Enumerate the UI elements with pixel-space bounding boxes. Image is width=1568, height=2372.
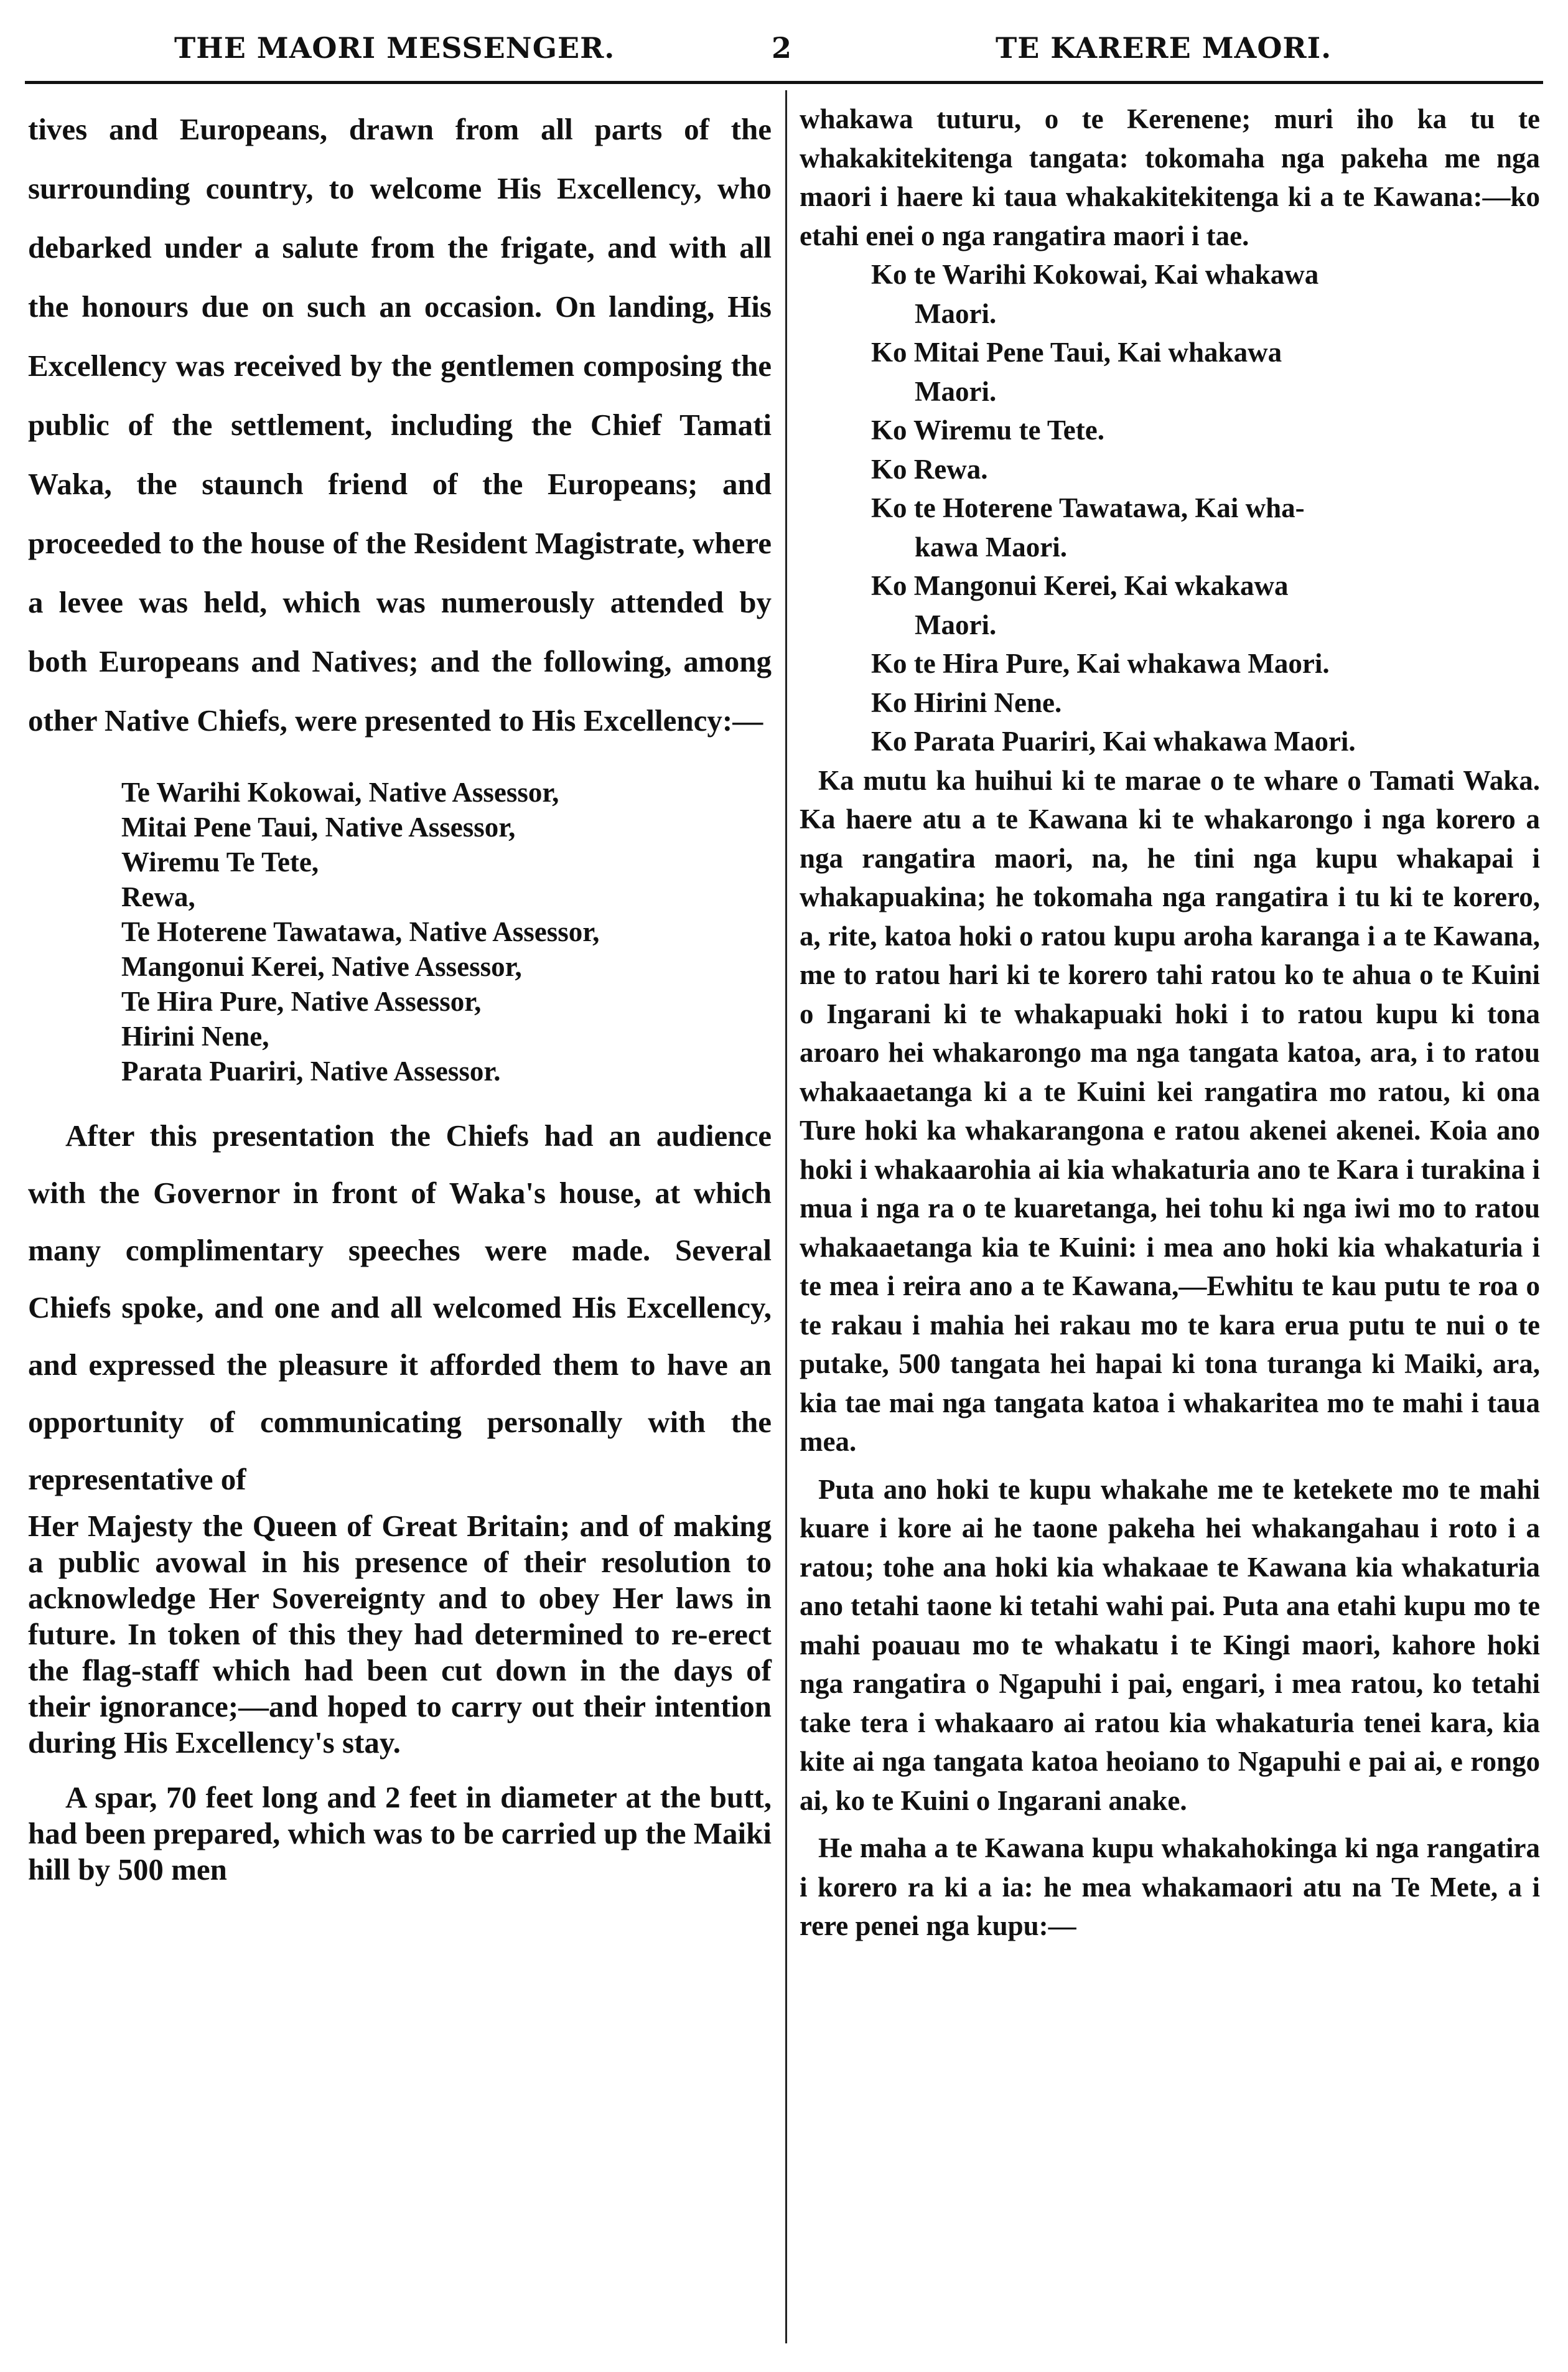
masthead — [25, 31, 1543, 68]
maori-intro: whakawa tuturu, o te Kerenene; muri iho ka tu te whakakitekitenga tangata: tokomaha nga pakeha me nga maori i haere ki taua whakakitekitenga ki a te Kawana:—ko etahi enei o nga rangatira maori i tae. — [800, 103, 1540, 251]
english-paragraph-1: tives and Europeans, drawn from all parts of the surrounding country, to welcome His Excellency, who debarked under a salute from the frigate, and with all the honours due on such an occasion. On landing, His Excellency was received by the gentlemen composing the public of the settlement, including the Chief Tamati Waka, the staunch friend of the Europeans; and proceeded to the house of the Resident Magistrate, where a levee was held, which was numerously attended by both Europeans and Natives; and the following, among other Native Chiefs, were presented to His Excellency:— — [28, 112, 772, 738]
maori-chief-entry: Ko te Hoterene Tawatawa, Kai wha- kawa Maori. — [871, 492, 1305, 563]
chief-entry: Mangonui Kerei, Native Assessor, — [121, 951, 522, 982]
english-paragraph-2-continued: Her Majesty the Queen of Great Britain; and of making a public avowal in his presence of their resolution to acknowledge Her Sovereignty and to obey Her laws in future. In token of this they had determined to re-erect the flag-staff which had been cut down in the days of their ignorance;—and hoped to carry out their intention during His Excellency's stay. — [28, 1509, 772, 1760]
maori-chief-list — [800, 255, 1540, 761]
column-divider — [785, 90, 787, 2343]
chief-entry: Hirini Nene, — [121, 1021, 269, 1052]
english-column — [28, 100, 772, 1888]
chief-entry: Rewa, — [121, 881, 195, 912]
maori-chief-entry: Ko Mitai Pene Taui, Kai whakawa Maori. — [871, 337, 1282, 407]
chief-entry: Te Hira Pure, Native Assessor, — [121, 986, 482, 1017]
english-paragraph-3: A spar, 70 feet long and 2 feet in diameter at the butt, had been prepared, which was to be carried up the Maiki hill by 500 men — [28, 1780, 772, 1887]
maori-chief-entry: Ko Parata Puariri, Kai whakawa Maori. — [871, 726, 1356, 757]
maori-chief-entry: Ko Hirini Nene. — [871, 687, 1062, 718]
maori-chief-entry: Ko te Hira Pure, Kai whakawa Maori. — [871, 648, 1330, 679]
header-rule — [25, 81, 1543, 84]
page-number: 2 — [772, 31, 793, 65]
maori-chief-entry: Ko te Warihi Kokowai, Kai whakawa Maori. — [871, 259, 1319, 329]
maori-paragraph-3: He maha a te Kawana kupu whakahokinga ki nga rangatira i korero ra ki a ia: he mea whakamaori atu na Te Mete, a i rere penei nga kupu:— — [800, 1832, 1540, 1941]
masthead-english-title: THE MAORI MESSENGER. — [174, 31, 615, 65]
chief-entry: Parata Puariri, Native Assessor. — [121, 1056, 501, 1087]
maori-chief-entry: Ko Rewa. — [871, 453, 988, 485]
english-paragraph-2: After this presentation the Chiefs had an audience with the Governor in front of Waka's house, at which many complimentary speeches were made. Several Chiefs spoke, and one and all welcomed His Excellency, and expressed the pleasure it afforded them to have an opportunity of communicating personally with the representative of — [28, 1118, 772, 1496]
maori-chief-entry: Ko Mangonui Kerei, Kai wkakawa Maori. — [871, 570, 1289, 640]
masthead-maori-title: TE KARERE MAORI. — [996, 31, 1332, 65]
maori-paragraph-1: Ka mutu ka huihui ki te marae o te whare o Tamati Waka. Ka haere atu a te Kawana ki te whakarongo i nga korero a nga rangatira maori, na, he tini nga kupu whakapai i whakapuakina; he tokomaha nga rangatira i tu ki te korero, a, rite, katoa hoki o ratou kupu aroha karanga i a te Kawana, me to ratou hari ki te korero tahi ratou ko te ahua o te Kuini o Ingarani ki te whakapuaki hoki i to ratou kupu ki tona aroaro hei whakarongo ma nga tangata katoa, ara, i to ratou whakaaetanga ki a te Kuini kei rangatira mo ratou, ki ona Ture hoki ka whakarangona e ratou akenei akenei. Koia ano hoki i whakaarohia ai kia whakaturia ano te Kara i turakina i mua i nga ra o te kuaretanga, hei tohu ki nga iwi mo to ratou whakaaetanga kia te Kuini: i mea ano hoki kia whakaturia i te mea i reira ano a te Kawana,—Ewhitu te kau putu te roa o te rakau i mahia hei rakau mo te kara erua putu te nui o te putake, 500 tangata hei hapai ki tona turanga ki Maiki, ara, kia tae mai nga tangata katoa i whakaritea mo te mahi i taua mea. — [800, 764, 1540, 1457]
english-chief-list — [28, 775, 772, 1089]
chief-entry: Te Hoterene Tawatawa, Native Assessor, — [121, 916, 600, 947]
chief-entry: Te Warihi Kokowai, Native Assessor, — [121, 777, 559, 808]
maori-chief-entry: Ko Wiremu te Tete. — [871, 415, 1104, 446]
maori-paragraph-2: Puta ano hoki te kupu whakahe me te ketekete mo te mahi kuare i kore ai he taone pakeha hei whakangahau i roto i a ratou; tohe ana hoki kia whakaae te Kawana kia whakaturia ano tetahi taone ki tetahi wahi pai. Puta ana etahi kupu mo te mahi poauau mo te whakatu i te Kingi maori, kahore hoki nga rangatira o Ngapuhi i pai, engari, i mea ratou, ko tetahi take tera i whakaaro ai ratou kia whakaturia tenei kara, kia kite ai nga tangata katoa heoiano to Ngapuhi e pai ai, e rongo ai, ko te Kuini o Ingarani anake. — [800, 1473, 1540, 1816]
chief-entry: Wiremu Te Tete, — [121, 846, 319, 878]
chief-entry: Mitai Pene Taui, Native Assessor, — [121, 812, 516, 843]
maori-column — [800, 100, 1540, 1946]
